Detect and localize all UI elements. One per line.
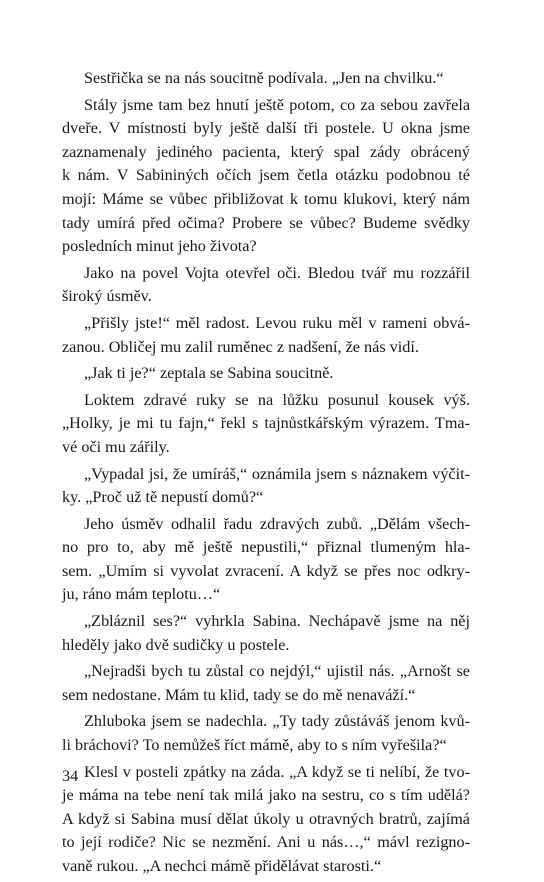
text-line: „Přišly jste!“ měl radost. Levou ruku měl v rameni obvá- bbox=[84, 313, 470, 332]
text-line: „Vypadal jsi, že umíráš,“ oznámila jsem s náznakem výčit- bbox=[84, 464, 470, 483]
paragraph bbox=[62, 660, 470, 707]
text-line: Sestřička se na nás soucitně podívala. „Jen na chvilku.“ bbox=[84, 69, 444, 87]
text-line: to její rodiče? Nic se nezmění. Ani u nás…,“ mávl rezigno- bbox=[62, 833, 470, 852]
paragraph bbox=[62, 94, 470, 259]
text-line: Klesl v posteli zpátky na záda. „A když se ti nelíbí, že tvo- bbox=[84, 762, 470, 781]
text-line: Jeho úsměv odhalil řadu zdravých zubů. „Dělám všech- bbox=[84, 514, 470, 533]
text-line: Loktem zdravé ruky se na lůžku posunul kousek výš. bbox=[84, 390, 470, 409]
paragraph bbox=[62, 761, 470, 879]
paragraph bbox=[62, 463, 470, 510]
text-line: tady umírá před očima? Probere se vůbec? Budeme svědky bbox=[62, 213, 470, 232]
text-line: Zhluboka jsem se nadechla. „Ty tady zůstáváš jenom kvů- bbox=[84, 712, 470, 731]
paragraph bbox=[62, 710, 470, 757]
body-text bbox=[62, 67, 470, 882]
text-line: mojí: Máme se vůbec přibližovat k tomu klukovi, který nám bbox=[62, 189, 470, 208]
text-line: vaně rukou. „A nechci mámě přidělávat starosti.“ bbox=[62, 857, 382, 875]
paragraph bbox=[62, 67, 470, 91]
text-line: sem. „Umím si vyvolat zvracení. A když se přes noc odkry- bbox=[62, 561, 470, 580]
text-line: „Nejradši bych tu zůstal co nejdýl,“ ujistil nás. „Arnošt se bbox=[84, 662, 470, 681]
paragraph bbox=[62, 312, 470, 359]
paragraph bbox=[62, 262, 470, 309]
text-line: dveře. V místnosti byly ještě další tři postele. U okna jsme bbox=[62, 119, 470, 138]
text-line: zaznamenaly jediného pacienta, který spal zády obrácený bbox=[62, 142, 470, 161]
paragraph bbox=[62, 610, 470, 657]
text-line: ju, ráno mám teplotu…“ bbox=[62, 585, 221, 604]
text-line: k nám. V Sabininých očích jsem četla otázku podobnou té bbox=[62, 166, 470, 185]
text-line: posledních minut jeho života? bbox=[62, 237, 257, 256]
text-line: ky. „Proč už tě nepustí domů?“ bbox=[62, 488, 264, 507]
text-line: Stály jsme tam bez hnutí ještě potom, co za sebou zavřela bbox=[84, 95, 470, 114]
page-number: 34 bbox=[62, 767, 79, 785]
text-line: „Holky, je mi tu fajn,“ řekl s tajnůstkářským výrazem. Tma- bbox=[62, 414, 470, 433]
text-line: je máma na tebe není tak milá jako na sestru, co s tím udělá? bbox=[62, 786, 470, 805]
text-line: li bráchovi? To nemůžeš říct mámě, aby to s ním vyřešila?“ bbox=[62, 736, 447, 755]
paragraph bbox=[62, 389, 470, 460]
text-line: „Jak ti je?“ zeptala se Sabina soucitně. bbox=[84, 364, 334, 383]
text-line: hleděly jako dvě sudičky u postele. bbox=[62, 635, 290, 654]
text-line: vé oči mu zářily. bbox=[62, 437, 170, 456]
text-line: „Zbláznil ses?“ vyhrkla Sabina. Nechápavě jsme na něj bbox=[84, 612, 470, 631]
text-line: A když si Sabina musí dělat úkoly u otravných bratrů, zajímá bbox=[62, 809, 470, 828]
text-line: no pro to, aby mě ještě nepustili,“ přiznal tlumeným hla- bbox=[62, 538, 470, 557]
text-line: sem nedostane. Mám tu klid, tady se do mě nenaváží.“ bbox=[62, 685, 416, 704]
paragraph bbox=[62, 513, 470, 607]
text-line: zanou. Obličej mu zalil ruměnec z nadšení, že nás vidí. bbox=[62, 337, 419, 356]
text-line: Jako na povel Vojta otevřel oči. Bledou tvář mu rozzářil bbox=[84, 263, 470, 282]
text-line: široký úsměv. bbox=[62, 287, 152, 306]
paragraph bbox=[62, 362, 470, 386]
